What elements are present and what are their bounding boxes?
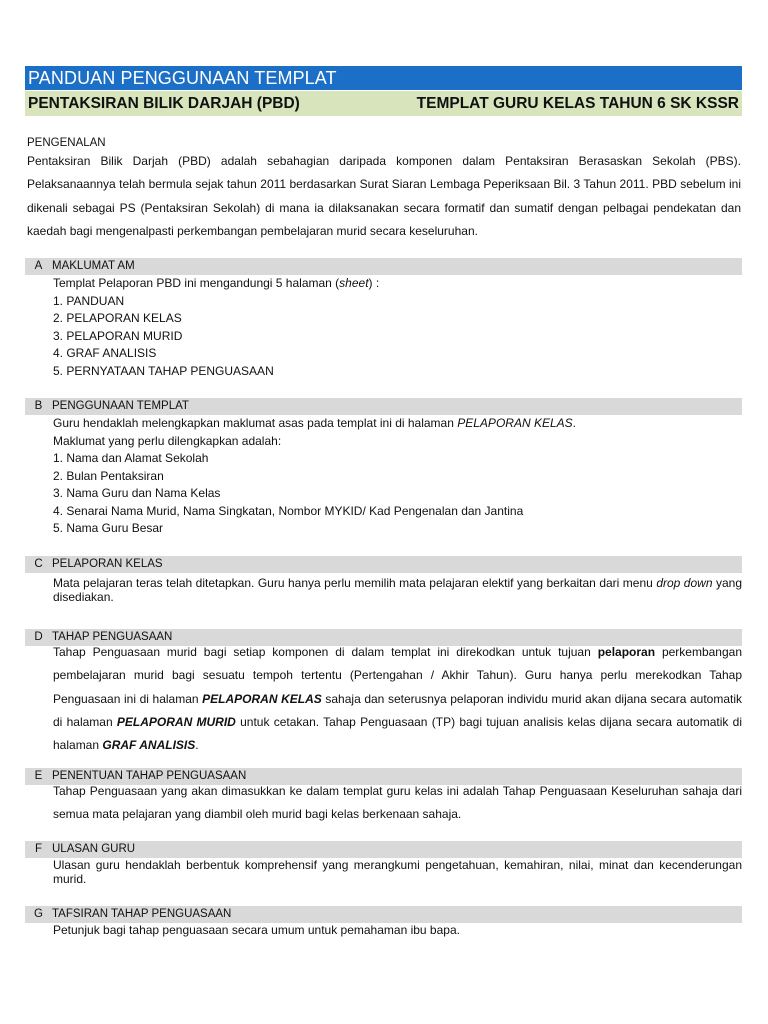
section-a-letter: A	[34, 260, 43, 272]
section-b-header	[25, 398, 742, 415]
list-item: 3. Nama Guru dan Nama Kelas	[53, 486, 221, 500]
subtitle-right: TEMPLAT GURU KELAS TAHUN 6 SK KSSR	[416, 94, 739, 112]
section-b-lead: Guru hendaklah melengkapkan maklumat asas pada templat ini di halaman PELAPORAN KELAS.	[53, 416, 576, 430]
list-item: 4. GRAF ANALISIS	[53, 346, 157, 360]
section-d-text: Tahap Penguasaan murid bagi setiap komponen di dalam templat ini direkodkan untuk tujuan pelaporan perkembangan pembelajaran murid bagi sesuatu tempoh tertentu (Pertengahan / Akhir Tahun). Guru hanya perlu merekodkan Tahap Penguasaan ini di halaman PELAPORAN KELAS sahaja dan seterusnya pelaporan individu murid akan dijana secara automatik di halaman PELAPORAN MURID untuk cetakan. Tahap Penguasaan (TP) bagi tujuan analisis kelas dijana secara automatik di halaman GRAF ANALISIS.	[53, 645, 743, 753]
section-c-header	[25, 556, 742, 573]
list-item: 1. PANDUAN	[53, 293, 125, 308]
section-c-letter: C	[34, 558, 43, 570]
list-item: 4. Senarai Nama Murid, Nama Singkatan, Nombor MYKID/ Kad Pengenalan dan Jantina	[53, 503, 524, 518]
section-f-header	[25, 841, 742, 858]
section-c-title: PELAPORAN KELAS	[52, 558, 163, 570]
section-f-body	[53, 858, 742, 886]
section-g-letter: G	[34, 908, 43, 920]
list-item: 3. PELAPORAN MURID	[53, 328, 183, 343]
section-g-text: Petunjuk bagi tahap penguasaan secara umum untuk pemahaman ibu bapa.	[53, 923, 460, 937]
section-e-letter: E	[34, 770, 43, 782]
section-a-lead: Templat Pelaporan PBD ini mengandungi 5 halaman (sheet) :	[53, 276, 380, 290]
section-f-letter: F	[34, 843, 43, 855]
document-title: PANDUAN PENGGUNAAN TEMPLAT	[25, 66, 742, 90]
section-b-letter: B	[34, 400, 43, 412]
section-g-body	[53, 923, 742, 937]
section-c-text: Mata pelajaran teras telah ditetapkan. Guru hanya perlu memilih mata pelajaran elektif yang berkaitan dari menu drop down yang disediakan.	[53, 576, 742, 604]
section-b-lead-2: Maklumat yang perlu dilengkapkan adalah:	[53, 433, 282, 448]
section-a-title: MAKLUMAT AM	[52, 260, 135, 272]
list-item: 1. Nama dan Alamat Sekolah	[53, 451, 209, 465]
section-e-body	[53, 780, 742, 827]
section-a-list	[53, 293, 742, 381]
list-item: 5. PERNYATAAN TAHAP PENGUASAAN	[53, 363, 274, 378]
list-item: 5. Nama Guru Besar	[53, 521, 164, 535]
section-d-title: TAHAP PENGUASAAN	[52, 631, 173, 643]
section-b-list	[53, 450, 742, 538]
section-a-body	[53, 275, 742, 380]
subtitle-left: PENTAKSIRAN BILIK DARJAH (PBD)	[28, 94, 300, 112]
section-f-text: Ulasan guru hendaklah berbentuk komprehensif yang merangkumi pengetahuan, kemahiran, nilai, minat dan kecenderungan murid.	[53, 858, 742, 886]
subtitle-bar	[25, 91, 742, 116]
intro-section	[27, 136, 741, 243]
list-item: 2. PELAPORAN KELAS	[53, 311, 182, 325]
list-item: 2. Bulan Pentaksiran	[53, 468, 164, 483]
section-e-text: Tahap Penguasaan yang akan dimasukkan ke dalam templat guru kelas ini adalah Tahap Penguasaan Keseluruhan sahaja dari semua mata pelajaran yang diambil oleh murid bagi kelas berkenaan sahaja.	[53, 784, 742, 822]
section-c-body	[53, 576, 742, 604]
section-a-header	[25, 258, 742, 275]
intro-text: Pentaksiran Bilik Darjah (PBD) adalah sebahagian daripada komponen dalam Pentaksiran Berasaskan Sekolah (PBS). Pelaksanaannya telah bermula sejak tahun 2011 berdasarkan Surat Siaran Lembaga Peperiksaan Bil. 3 Tahun 2011. PBD sebelum ini dikenali sebagai PS (Pentaksiran Sekolah) di mana ia dilaksanakan secara formatif dan sumatif dengan pelbagai pendekatan dan kaedah bagi mengenalpasti perkembangan pembelajaran murid secara keseluruhan.	[27, 154, 741, 238]
section-f-title: ULASAN GURU	[52, 843, 136, 855]
section-d-body	[53, 641, 742, 757]
intro-title: PENGENALAN	[27, 137, 106, 149]
section-g-header	[25, 906, 742, 923]
section-d-letter: D	[34, 631, 43, 643]
section-b-title: PENGGUNAAN TEMPLAT	[52, 400, 189, 412]
section-b-body	[53, 415, 742, 538]
section-e-title: PENENTUAN TAHAP PENGUASAAN	[52, 770, 247, 782]
section-g-title: TAFSIRAN TAHAP PENGUASAAN	[52, 908, 232, 920]
